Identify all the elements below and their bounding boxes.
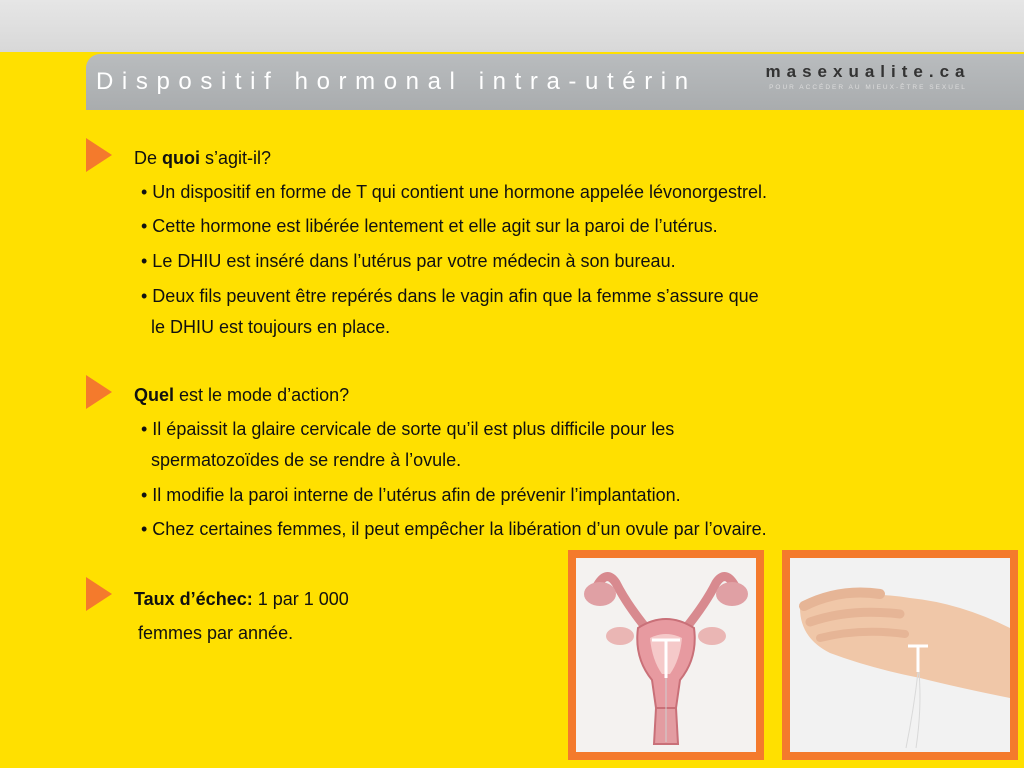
brand-logo	[748, 62, 988, 91]
heading-bold: quoi	[162, 148, 201, 168]
uterus-illustration	[576, 558, 756, 752]
heading-suffix: est le mode d’action?	[174, 385, 350, 405]
brand-tagline: POUR ACCÉDER AU MIEUX-ÊTRE SEXUEL	[769, 84, 967, 91]
heading-bold: Quel	[134, 385, 175, 405]
list-item: • Le DHIU est inséré dans l’utérus par votre médecin à son bureau.	[141, 251, 676, 271]
arrow-bullet-icon	[86, 138, 112, 172]
hand-holding-iud-icon	[790, 558, 1010, 752]
uterus-diagram-icon	[576, 558, 756, 752]
arrow-bullet-icon	[86, 577, 112, 611]
list-item: • Deux fils peuvent être repérés dans le vagin afin que la femme s’assure que	[141, 286, 759, 306]
section-heading	[134, 588, 349, 610]
list-item: • Cette hormone est libérée lentement et elle agit sur la paroi de l’utérus.	[141, 216, 718, 236]
list-item-continued: femmes par année.	[138, 623, 294, 643]
section-heading	[134, 147, 271, 169]
heading-suffix: s’agit-il?	[200, 148, 272, 168]
uterus-illustration-frame	[568, 550, 764, 760]
arrow-bullet-icon	[86, 375, 112, 409]
list-item: • Il épaissit la glaire cervicale de sorte qu’il est plus difficile pour les	[141, 419, 675, 439]
top-strip	[0, 0, 1024, 52]
hand-iud-photo-frame	[782, 550, 1018, 760]
heading-bold: Taux d’échec:	[134, 589, 253, 609]
section-heading	[134, 384, 349, 406]
list-item: • Il modifie la paroi interne de l’utérus afin de prévenir l’implantation.	[141, 485, 681, 505]
list-item-continued: le DHIU est toujours en place.	[151, 317, 391, 337]
heading-prefix: De	[134, 148, 163, 168]
list-item-continued: spermatozoïdes de se rendre à l’ovule.	[151, 450, 462, 470]
heading-suffix: 1 par 1 000	[252, 589, 349, 609]
list-item: • Un dispositif en forme de T qui contient une hormone appelée lévonorgestrel.	[141, 182, 768, 202]
list-item: • Chez certaines femmes, il peut empêcher la libération d’un ovule par l’ovaire.	[141, 519, 767, 539]
hand-iud-photo	[790, 558, 1010, 752]
brand-name: masexualite.ca	[765, 62, 971, 81]
slide-title: Dispositif hormonal intra-utérin	[96, 68, 697, 95]
